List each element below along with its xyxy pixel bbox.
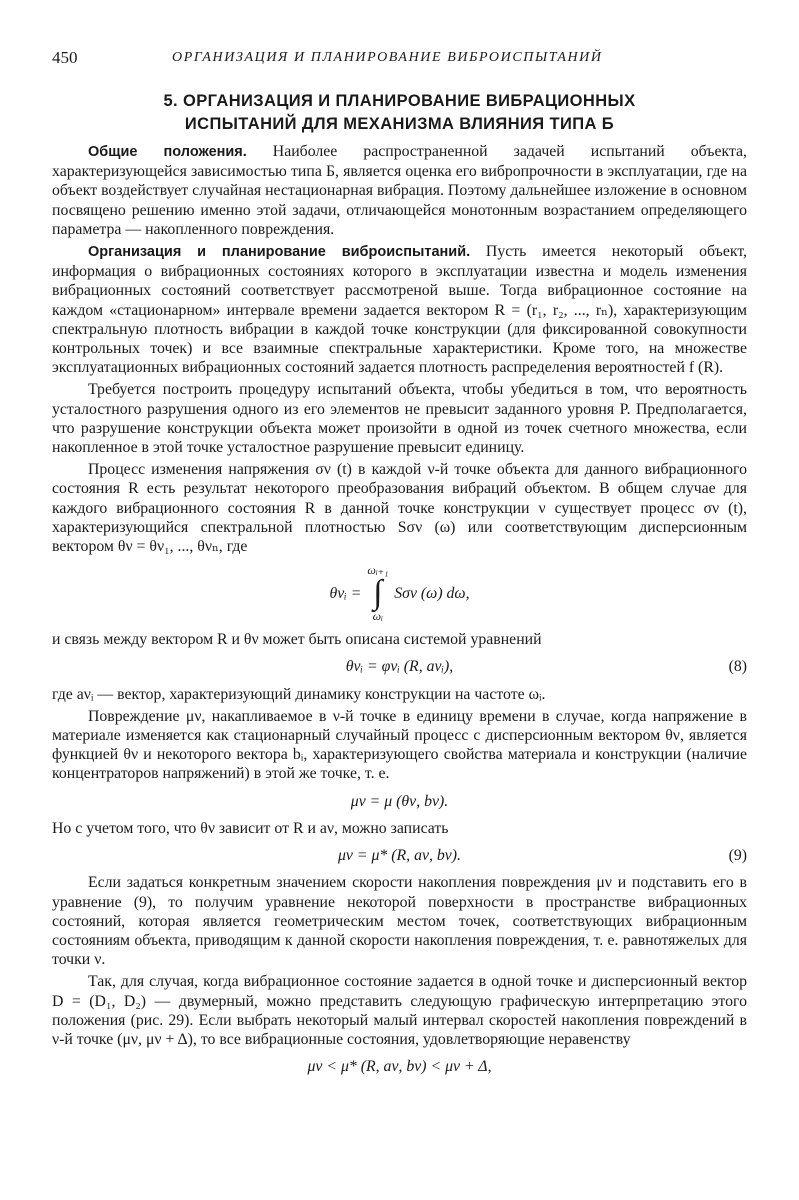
integral-lower-limit: ωᵢ	[372, 609, 383, 624]
paragraph-damage: Повреждение μν, накапливаемое в ν-й точке в единицу времени в случае, когда напряжение в материале изменяется как стационарный случайный процесс с дисперсионным вектором θν, является функцией θν и некоторого вектора bᵢ, характеризующего свойства материала и конструкции (наличие концентраторов напряжений) в этой же точке, т. е.	[52, 707, 747, 783]
equation-expression: θνᵢ = φνᵢ (R, aνᵢ),	[345, 658, 454, 676]
paragraph-stress-process: Процесс изменения напряжения σν (t) в каждой ν-й точке объекта для данного вибрационного состояния R есть результат некоторого преобразования вибраций объектом. В общем случае для каждого вибрационного состояния R в данной точке конструкции ν существует процесс σν (t), характеризующийся спектральной плотностью Sσν (ω) или соответствующим дисперсионным вектором θν = θν₁, ..., θνₙ, где	[52, 461, 747, 556]
equation-integral	[52, 564, 747, 622]
section-title-line-1: 5. ОРГАНИЗАЦИЯ И ПЛАНИРОВАНИЕ ВИБРАЦИОННЫХ	[163, 92, 636, 110]
equation-number: (9)	[728, 847, 747, 865]
paragraph-lead: Общие положения.	[88, 144, 247, 160]
paragraph-vector-a: где aνᵢ — вектор, характеризующий динамику конструкции на частоте ωᵢ.	[52, 685, 546, 703]
paragraph-general-provisions	[52, 142, 747, 239]
section-title	[52, 90, 747, 136]
integral-sign: ∫	[373, 574, 383, 612]
equation-expression: μν = μ (θν, bν).	[350, 792, 449, 810]
paragraph-relation: и связь между вектором R и θν может быть описана системой уравнений	[52, 631, 542, 649]
running-title: ОРГАНИЗАЦИЯ И ПЛАНИРОВАНИЕ ВИБРОИСПЫТАНИЙ	[172, 50, 603, 65]
page-number: 450	[52, 48, 78, 67]
equation-8	[52, 657, 747, 676]
section-title-line-2: ИСПЫТАНИЙ ДЛЯ МЕХАНИЗМА ВЛИЯНИЯ ТИПА Б	[184, 115, 615, 133]
equation-inequality	[52, 1057, 747, 1076]
integral-upper-limit: ωᵢ₊₁	[367, 563, 389, 578]
paragraph-requirement: Требуется построить процедуру испытаний объекта, чтобы убедиться в том, что вероятность усталостного разрушения одного из его элементов не превысит заданного уровня P. Предполагается, что разрушение конструкции объекта может произойти в одной из точек счетного множества, если накопленное в этой точке усталостное разрушение превысит единицу.	[52, 381, 747, 457]
integral-lhs: θνᵢ =	[329, 584, 362, 602]
integral-limits	[367, 564, 388, 622]
paragraph-lead: Организация и планирование виброиспытаний.	[88, 244, 471, 261]
paragraph-text: Наиболее распространенной задачей испытаний объекта, характеризующейся зависимостью типа Б, является оценка его вибропрочности в эксплуатации, где на объект воздействует случайная нестационарная вибрация. Поэтому дальнейшее изложение в основном посвящено решению именно этой задачи, отличающейся монотонным возрастанием определяющего параметра — накопленного повреждения.	[52, 143, 747, 238]
equation-number: (8)	[728, 658, 747, 676]
equation-mu	[52, 792, 747, 811]
equation-9	[52, 846, 747, 865]
equation-expression: μν < μ* (R, aν, bν) < μν + Δ,	[307, 1058, 492, 1076]
equation-expression: μν = μ* (R, aν, bν).	[337, 847, 461, 865]
integral-integrand: Sσν (ω) dω,	[394, 584, 470, 602]
page-header	[52, 48, 747, 70]
paragraph-interpretation: Так, для случая, когда вибрационное состояние задается в одной точке и дисперсионный вектор D = (D₁, D₂) — двумерный, можно представить следующую графическую интерпретацию этого положения (рис. 29). Если выбрать некоторый малый интервал скоростей накопления повреждений в ν-й точке (μν, μν + Δ), то все вибрационные состояния, удовлетворяющие неравенству	[52, 973, 747, 1048]
paragraph-text: Пусть имеется некоторый объект, информация о вибрационных состояниях которого в эксплуатации известна и модель изменения вибрационных состояний соответствует рассмотреной выше. Тогда вибрационное состояние на каждом «стационарном» интервале времени задается вектором R = (r₁, r₂, ..., rₙ), характеризующим спектральную плотность вибрации в каждой точке конструкции (для фиксированной совокупности контрольных точек) и все взаимные спектральные характеристики. Кроме того, на множестве эксплуатационных вибрационных состояний задается плотность распределения вероятностей f (R).	[52, 243, 747, 377]
body-text	[52, 142, 747, 1084]
paragraph-organization	[52, 242, 747, 377]
paragraph-dependency: Но с учетом того, что θν зависит от R и aν, можно записать	[52, 819, 449, 837]
paragraph-surface: Если задаться конкретным значением скорости накопления повреждения μν и подставить его в уравнение (9), то получим уравнение некоторой поверхности в пространстве вибрационных состояний, которая является геометрическим местом точек, соответствующих вибрационным состояниям объекта, приводящим к данной скорости накопления повреждения, т. е. равнотяжелых для точки ν.	[52, 874, 747, 969]
